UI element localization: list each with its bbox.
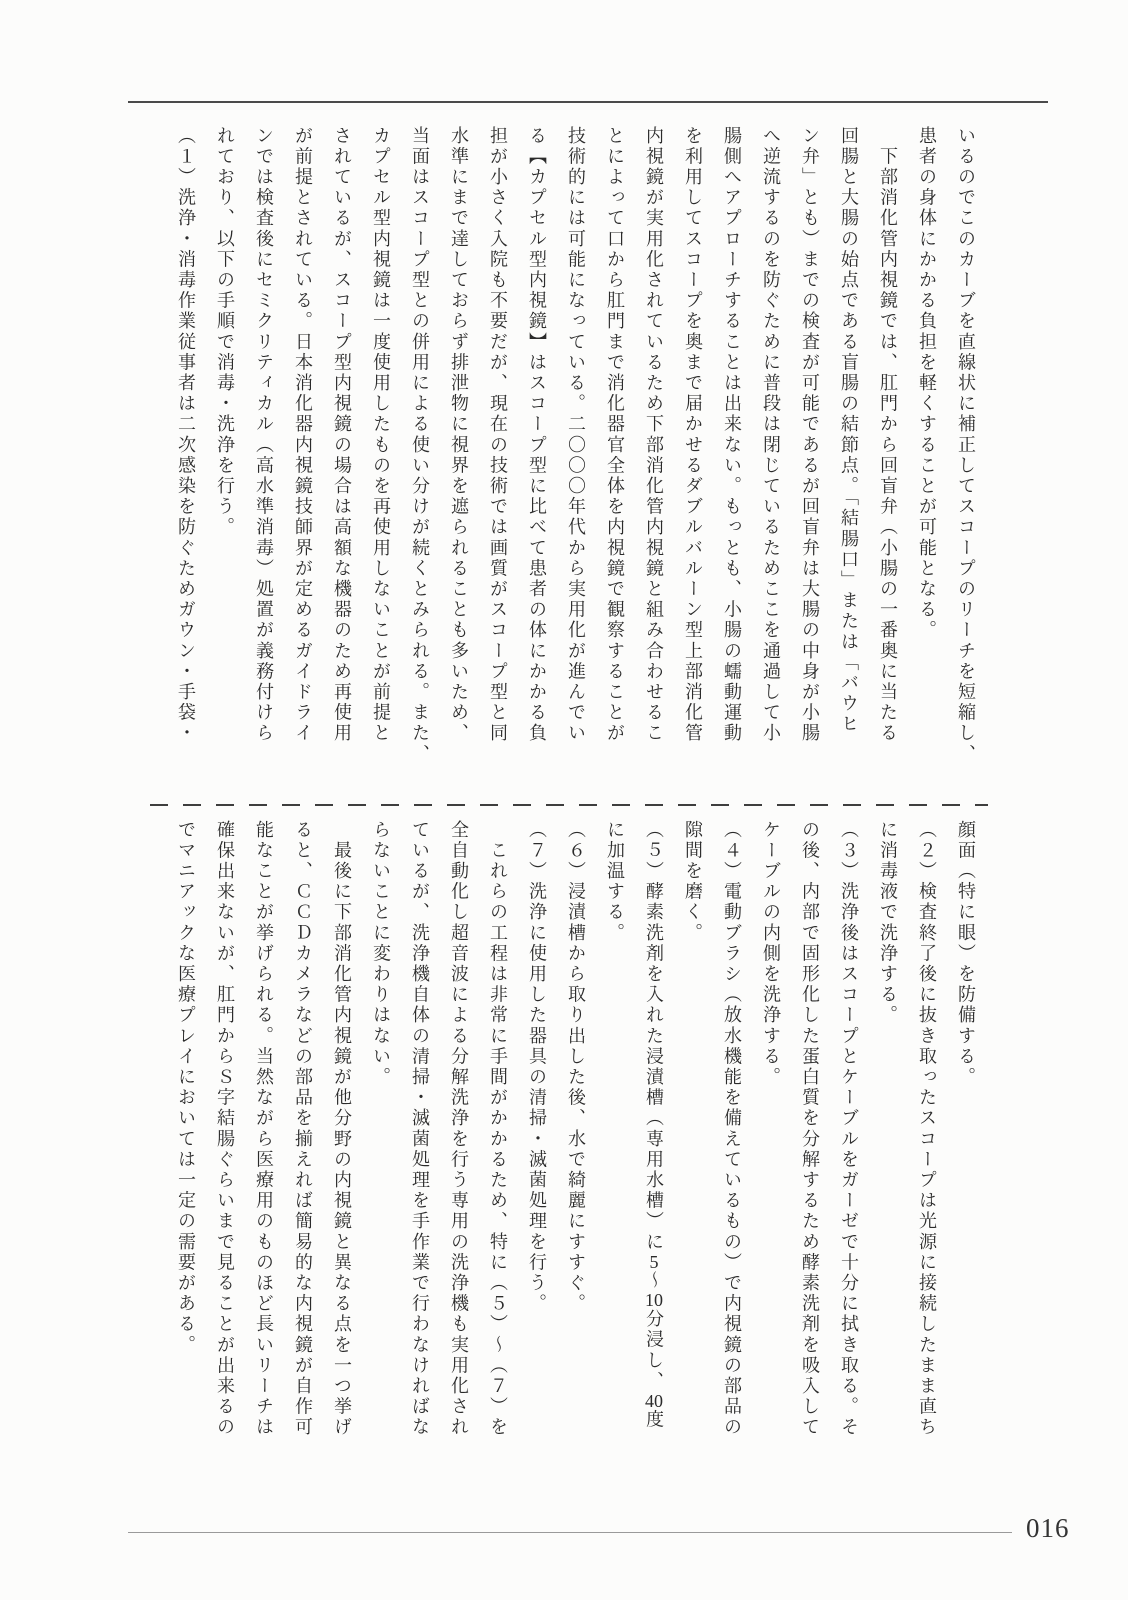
text-column: （６）浸漬槽から取り出した後、水で綺麗にすすぐ。 bbox=[566, 820, 586, 1315]
text-column: （４）電動ブラシ（放水機能を備えているもの）で内視鏡の部品の bbox=[722, 820, 742, 1438]
top-rule bbox=[128, 101, 1048, 103]
text-column: 顔面（特に眼）を防備する。 bbox=[956, 820, 976, 1088]
text-column: 能なことが挙げられる。当然ながら医療用のものほど長いリーチは bbox=[254, 820, 274, 1438]
text-column: 当面はスコープ型との併用による使い分けが続くとみられる。また、 bbox=[410, 126, 430, 765]
text-column: （２）検査終了後に抜き取ったスコープは光源に接続したまま直ち bbox=[917, 820, 937, 1438]
text-column: ているが、洗浄機自体の清掃・滅菌処理を手作業で行わなければな bbox=[410, 820, 430, 1438]
page-number: 016 bbox=[1026, 1513, 1070, 1543]
text-column: いるのでこのカーブを直線状に補正してスコープのリーチを短縮し、 bbox=[956, 126, 976, 765]
text-column: カプセル型内視鏡は一度使用したものを再使用しないことが前提と bbox=[371, 126, 391, 744]
text-column: 最後に下部消化管内視鏡が他分野の内視鏡と異なる点を一つ挙げ bbox=[332, 820, 352, 1438]
text-column: を利用してスコープを奥まで届かせるダブルバルーン型上部消化管 bbox=[683, 126, 703, 744]
dashed-divider bbox=[150, 804, 988, 806]
text-column: 確保出来ないが、肛門からＳ字結腸ぐらいまで見ることが出来るの bbox=[215, 820, 235, 1438]
text-column: る【カプセル型内視鏡】はスコープ型に比べて患者の体にかかる負 bbox=[527, 126, 547, 744]
text-column: 腸側へアプローチすることは出来ない。もっとも、小腸の蠕動運動 bbox=[722, 126, 742, 744]
top-text-block bbox=[166, 126, 985, 790]
text-column: に消毒液で洗浄する。 bbox=[878, 820, 898, 1026]
text-column: 回腸と大腸の始点である盲腸の結節点。「結腸口」または「バウヒ bbox=[839, 126, 859, 735]
text-column: 隙間を磨く。 bbox=[683, 820, 703, 944]
text-column: （７）洗浄に使用した器具の清掃・滅菌処理を行う。 bbox=[527, 820, 547, 1315]
text-column: 患者の身体にかかる負担を軽くすることが可能となる。 bbox=[917, 126, 937, 641]
text-column: されているが、スコープ型内視鏡の場合は高額な機器のため再使用 bbox=[332, 126, 352, 744]
text-column: の後、内部で固形化した蛋白質を分解するため酵素洗剤を吸入して bbox=[800, 820, 820, 1438]
text-column: らないことに変わりはない。 bbox=[371, 820, 391, 1088]
text-column: とによって口から肛門まで消化器官全体を内視鏡で観察することが bbox=[605, 126, 625, 744]
bottom-rule bbox=[128, 1532, 1012, 1533]
bottom-text-block bbox=[166, 820, 985, 1484]
text-column: ンでは検査後にセミクリティカル（高水準消毒）処置が義務付けら bbox=[254, 126, 274, 744]
text-column: が前提とされている。日本消化器内視鏡技師界が定めるガイドライ bbox=[293, 126, 313, 744]
text-column: これらの工程は非常に手間がかかるため、特に（５）～（７）を bbox=[488, 820, 508, 1438]
text-column: でマニアックな医療プレイにおいては一定の需要がある。 bbox=[176, 820, 196, 1356]
text-column: （１）洗浄・消毒作業従事者は二次感染を防ぐためガウン・手袋・ bbox=[176, 126, 196, 744]
text-column: （５）酵素洗剤を入れた浸漬槽（専用水槽）に5～10分浸し、40度 bbox=[644, 820, 664, 1431]
text-column: 内視鏡が実用化されているため下部消化管内視鏡と組み合わせるこ bbox=[644, 126, 664, 744]
text-column: 全自動化し超音波による分解洗浄を行う専用の洗浄機も実用化され bbox=[449, 820, 469, 1438]
text-column: に加温する。 bbox=[605, 820, 625, 944]
text-column: ると、ＣＣＤカメラなどの部品を揃えれば簡易的な内視鏡が自作可 bbox=[293, 820, 313, 1438]
text-column: へ逆流するのを防ぐために普段は閉じているためここを通過して小 bbox=[761, 126, 781, 744]
text-column: れており、以下の手順で消毒・洗浄を行う。 bbox=[215, 126, 235, 538]
text-column: 担が小さく入院も不要だが、現在の技術では画質がスコープ型と同 bbox=[488, 126, 508, 744]
text-column: 技術的には可能になっている。二〇〇〇年代から実用化が進んでい bbox=[566, 126, 586, 744]
text-column: 水準にまで達しておらず排泄物に視界を遮られることも多いため、 bbox=[449, 126, 469, 744]
text-column: 下部消化管内視鏡では、肛門から回盲弁（小腸の一番奥に当たる bbox=[878, 126, 898, 744]
text-column: ン弁」とも）までの検査が可能であるが回盲弁は大腸の中身が小腸 bbox=[800, 126, 820, 744]
text-column: （３）洗浄後はスコープとケーブルをガーゼで十分に拭き取る。そ bbox=[839, 820, 859, 1438]
text-column: ケーブルの内側を洗浄する。 bbox=[761, 820, 781, 1088]
